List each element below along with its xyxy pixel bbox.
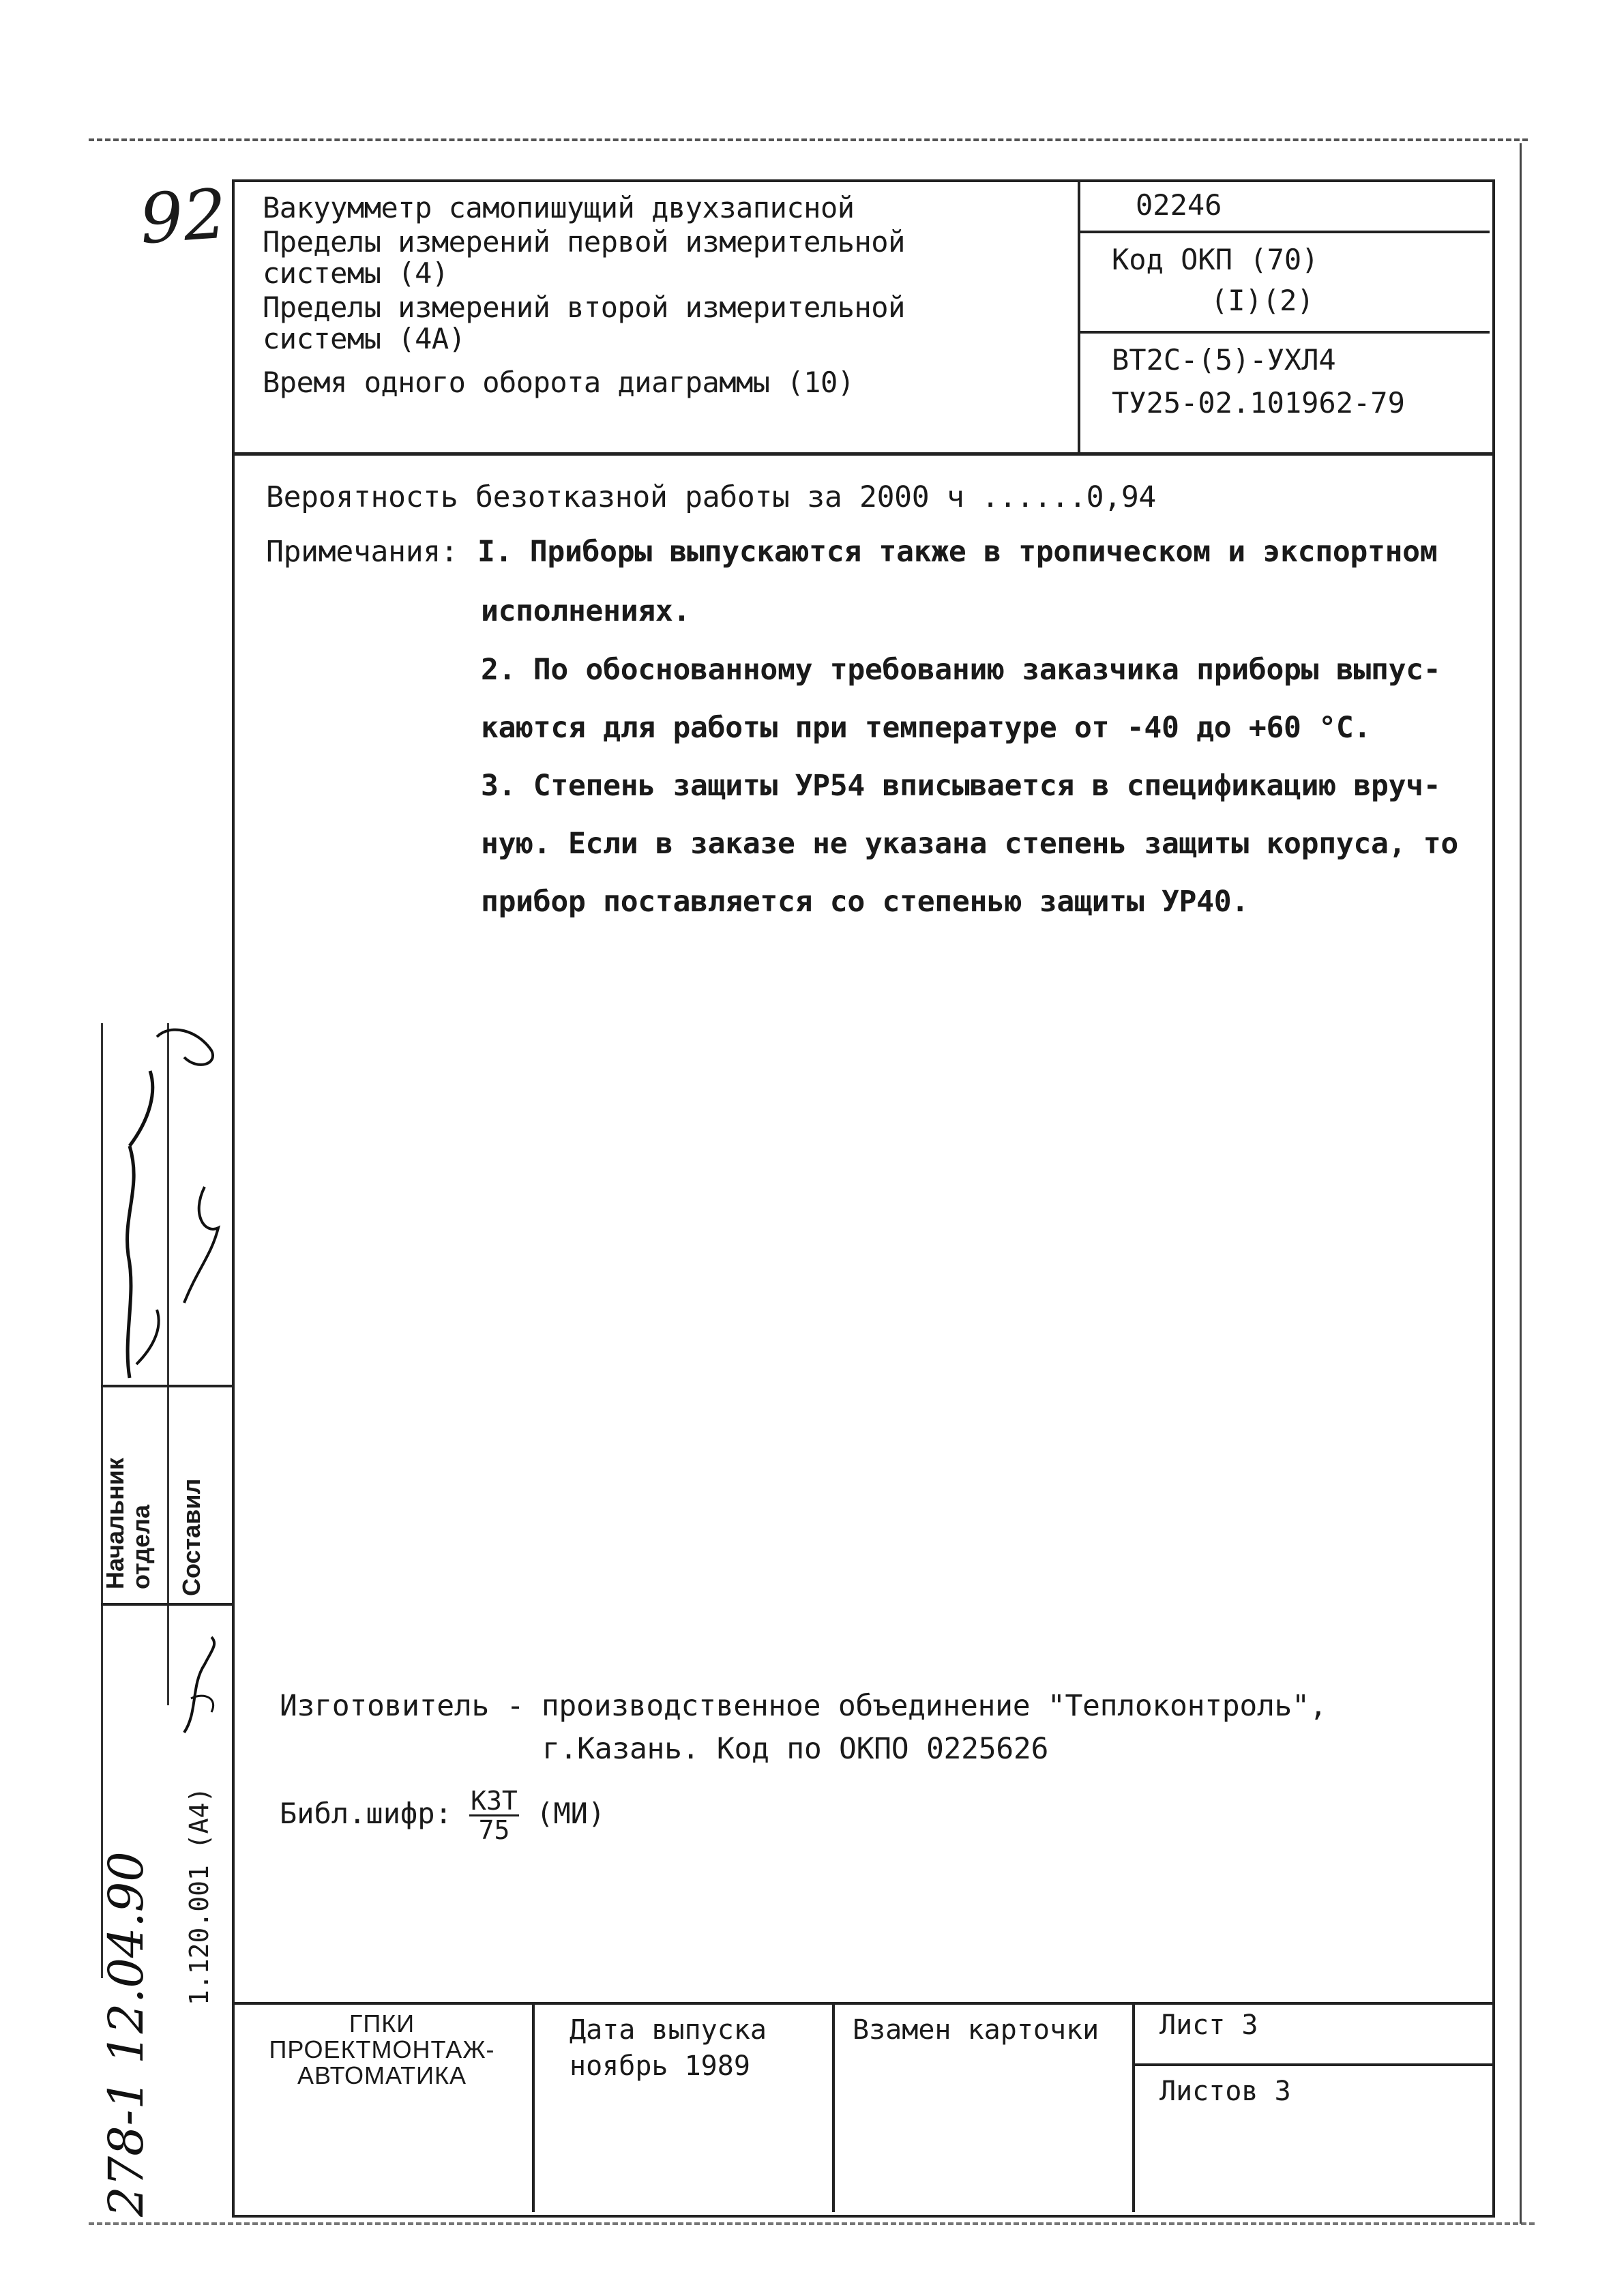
library-code-numerator: КЗТ bbox=[471, 1786, 518, 1816]
header-range-2: Пределы измерений второй измерительной bbox=[263, 291, 905, 324]
okp-code-label: Код ОКП (70) bbox=[1112, 243, 1319, 276]
manufacturer-line-1: Изготовитель - производственное объединение "Теплоконтроль", bbox=[280, 1689, 1327, 1723]
header-divider bbox=[232, 452, 1492, 456]
scan-edge-right bbox=[1520, 143, 1522, 2224]
note-1: I. Приборы выпускаются также в тропическом и экспортном bbox=[477, 535, 1438, 569]
organization-line-3: АВТОМАТИКА bbox=[297, 2061, 467, 2089]
small-signature-icon bbox=[171, 1630, 232, 1739]
handwritten-record: 278-1 12.04.90 bbox=[98, 1851, 154, 2217]
signature-marks-icon bbox=[109, 1010, 239, 1392]
code-divider-2 bbox=[1078, 331, 1490, 334]
footer-divider bbox=[232, 2002, 1492, 2005]
manufacturer-line-2: г.Казань. Код по ОКПО 0225626 bbox=[542, 1732, 1049, 1766]
notes-label: Примечания: bbox=[266, 535, 458, 569]
strip-divider-2 bbox=[101, 1603, 232, 1606]
product-code: 02246 bbox=[1136, 188, 1222, 222]
scan-edge-bottom bbox=[89, 2222, 1535, 2225]
header-rotation-time: Время одного оборота диаграммы (10) bbox=[263, 366, 855, 399]
note-2: 2. По обоснованному требованию заказчика приборы выпус- bbox=[481, 653, 1441, 687]
release-date-value: ноябрь 1989 bbox=[570, 2050, 750, 2082]
note-2-cont: каются для работы при температуре от -40 до +60 °С. bbox=[481, 711, 1371, 745]
replaces-card-label: Взамен карточки bbox=[853, 2014, 1099, 2046]
organization-line-2: ПРОЕКТМОНТАЖ- bbox=[269, 2035, 495, 2063]
footer-col-divider-3 bbox=[1132, 2002, 1135, 2212]
header-range-1: Пределы измерений первой измерительной bbox=[263, 225, 905, 259]
head-of-department-label: Начальник отдела bbox=[101, 1458, 155, 1589]
page-number: 92 bbox=[137, 173, 230, 260]
organization-line-1: ГПКИ bbox=[349, 2010, 415, 2037]
organization-name bbox=[235, 2011, 529, 2089]
header-title: Вакуумметр самопишущий двухзаписной bbox=[263, 191, 855, 224]
footer-sheet-divider bbox=[1132, 2063, 1492, 2066]
header-column-divider bbox=[1078, 179, 1080, 452]
library-code-suffix: (МИ) bbox=[536, 1797, 606, 1830]
note-1-cont: исполнениях. bbox=[481, 594, 691, 628]
release-date-label: Дата выпуска bbox=[570, 2014, 767, 2046]
code-divider-1 bbox=[1078, 231, 1490, 233]
footer-col-divider-2 bbox=[832, 2002, 835, 2212]
note-3: 3. Степень защиты УР54 вписывается в спецификацию вруч- bbox=[481, 769, 1441, 803]
sheet-count: Листов 3 bbox=[1159, 2076, 1291, 2107]
note-3-end: прибор поставляется со степенью защиты УР40. bbox=[481, 885, 1249, 919]
sheet-number: Лист 3 bbox=[1159, 2010, 1258, 2041]
okp-code-sub: (I)(2) bbox=[1211, 284, 1314, 317]
note-3-cont: ную. Если в заказе не указана степень защиты корпуса, то bbox=[481, 827, 1458, 861]
document-code: 1.120.001 (А4) bbox=[184, 1786, 214, 2005]
tech-spec-number: ТУ25-02.101962-79 bbox=[1112, 386, 1405, 420]
library-code-label: Библ.шифр: bbox=[280, 1797, 452, 1830]
footer-col-divider-1 bbox=[532, 2002, 535, 2212]
header-range-1-system: системы (4) bbox=[263, 256, 449, 290]
library-code-fraction bbox=[469, 1787, 519, 1844]
reliability-line: Вероятность безотказной работы за 2000 ч ......0,94 bbox=[266, 480, 1156, 514]
compiled-by-label: Составил bbox=[177, 1478, 205, 1596]
scan-edge-top bbox=[89, 138, 1528, 141]
model-designation: ВТ2С-(5)-УХЛ4 bbox=[1112, 343, 1336, 377]
library-code-denominator: 75 bbox=[478, 1815, 510, 1845]
header-range-2-system: системы (4А) bbox=[263, 322, 466, 355]
library-code bbox=[280, 1787, 605, 1844]
